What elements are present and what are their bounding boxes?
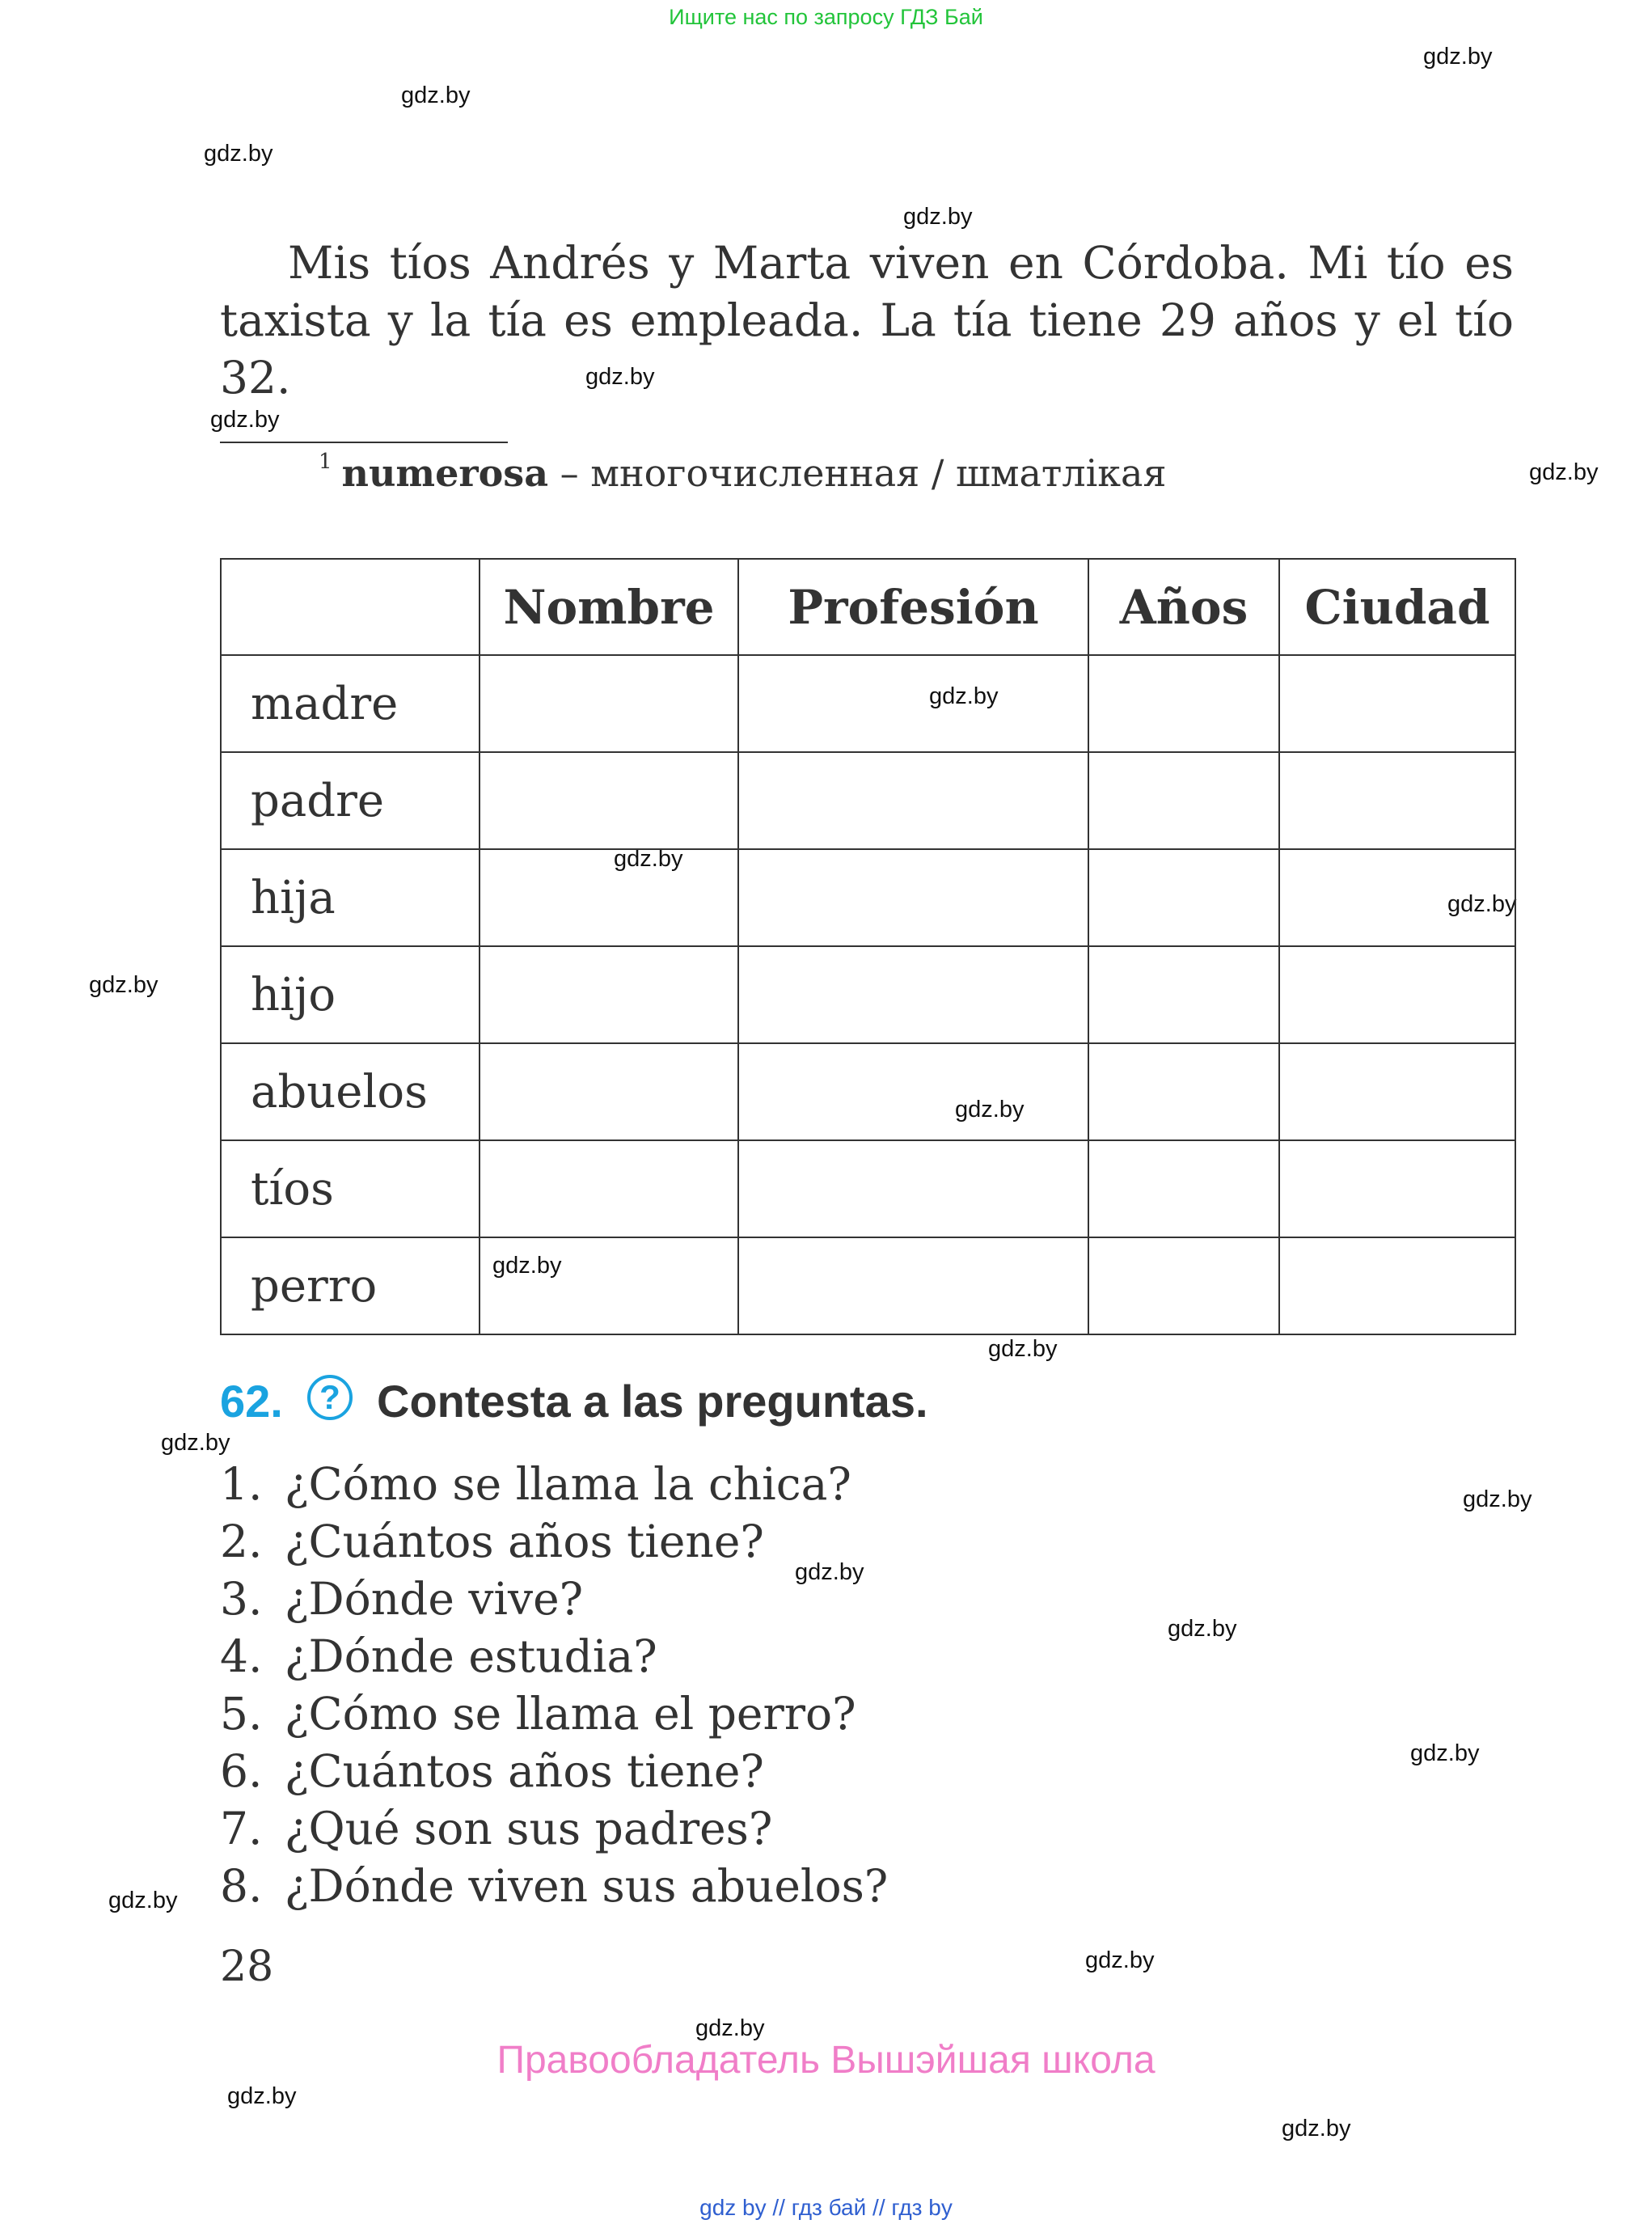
- empty-cell[interactable]: [1279, 849, 1515, 946]
- page-number: 28: [220, 1943, 274, 1991]
- table-row: [221, 752, 1515, 849]
- list-item: [220, 1456, 888, 1513]
- watermark: gdz.by: [1168, 1616, 1237, 1642]
- watermark: gdz.by: [614, 846, 683, 872]
- table-row: [221, 1140, 1515, 1237]
- watermark: gdz.by: [795, 1559, 864, 1585]
- footnote-translation: – многочисленная / шматлікая: [560, 451, 1167, 495]
- empty-cell[interactable]: [1279, 1140, 1515, 1237]
- question-circle-icon: ?: [307, 1375, 353, 1420]
- story-paragraph: Mis tíos Andrés y Marta viven en Córdoba. Mi tío es taxista y la tía es empleada. La tía tiene 29 años y el tío 32.: [220, 237, 1514, 404]
- empty-cell[interactable]: [1088, 946, 1279, 1043]
- family-table: [220, 558, 1516, 1335]
- top-banner[interactable]: Ищите нас по запросу ГДЗ Бай: [669, 5, 983, 29]
- row-label: madre: [221, 655, 480, 752]
- empty-cell[interactable]: [1088, 655, 1279, 752]
- list-item: [220, 1743, 888, 1800]
- empty-cell[interactable]: [1279, 752, 1515, 849]
- empty-cell[interactable]: [1279, 655, 1515, 752]
- watermark: gdz.by: [929, 683, 999, 709]
- table-row: [221, 1237, 1515, 1334]
- watermark: gdz.by: [1463, 1486, 1532, 1512]
- question-text: ¿Cuántos años tiene?: [285, 1745, 764, 1797]
- question-number: 5.: [220, 1688, 263, 1740]
- watermark: gdz.by: [210, 407, 280, 433]
- watermark: gdz.by: [695, 2015, 765, 2041]
- empty-cell[interactable]: [1088, 1140, 1279, 1237]
- empty-cell[interactable]: [1088, 752, 1279, 849]
- table-header-cell: Ciudad: [1279, 559, 1515, 655]
- empty-cell[interactable]: [738, 655, 1088, 752]
- question-text: ¿Cuántos años tiene?: [285, 1516, 764, 1567]
- question-number: 7.: [220, 1803, 263, 1854]
- empty-cell[interactable]: [1088, 849, 1279, 946]
- list-item: [220, 1513, 888, 1571]
- watermark: gdz.by: [89, 972, 158, 998]
- footer-links[interactable]: gdz by // гдз бай // гдз by: [699, 2195, 953, 2220]
- watermark: gdz.by: [1447, 891, 1517, 917]
- question-text: ¿Dónde estudia?: [285, 1630, 657, 1682]
- watermark: gdz.by: [1085, 1947, 1155, 1973]
- table-header-cell: Años: [1088, 559, 1279, 655]
- exercise-number: 62.: [220, 1376, 283, 1427]
- empty-cell[interactable]: [480, 752, 738, 849]
- watermark: gdz.by: [1282, 2116, 1351, 2142]
- footnote-marker: 1: [319, 450, 332, 474]
- question-text: ¿Dónde vive?: [285, 1573, 584, 1625]
- empty-cell[interactable]: [480, 1043, 738, 1140]
- watermark: gdz.by: [161, 1430, 230, 1456]
- row-label: abuelos: [221, 1043, 480, 1140]
- list-item: [220, 1685, 888, 1743]
- exercise-title: Contesta a las preguntas.: [377, 1376, 928, 1427]
- question-number: 8.: [220, 1860, 263, 1912]
- table-row: [221, 1043, 1515, 1140]
- watermark: gdz.by: [1529, 459, 1599, 485]
- question-number: 3.: [220, 1573, 263, 1625]
- empty-cell[interactable]: [1279, 1237, 1515, 1334]
- watermark: gdz.by: [108, 1888, 178, 1913]
- question-text: ¿Qué son sus padres?: [285, 1803, 773, 1854]
- empty-cell[interactable]: [480, 1140, 738, 1237]
- question-number: 2.: [220, 1516, 263, 1567]
- row-label: padre: [221, 752, 480, 849]
- empty-cell[interactable]: [738, 752, 1088, 849]
- footnote-term: numerosa: [341, 451, 548, 495]
- watermark: gdz.by: [903, 204, 973, 230]
- table-row: [221, 655, 1515, 752]
- table-header-cell: [221, 559, 480, 655]
- list-item: [220, 1628, 888, 1685]
- row-label: hijo: [221, 946, 480, 1043]
- question-text: ¿Cómo se llama el perro?: [285, 1688, 856, 1740]
- watermark: gdz.by: [227, 2083, 297, 2109]
- empty-cell[interactable]: [1088, 1043, 1279, 1140]
- footnote-divider: [220, 442, 508, 443]
- table-header-cell: Nombre: [480, 559, 738, 655]
- row-label: perro: [221, 1237, 480, 1334]
- list-item: [220, 1858, 888, 1915]
- empty-cell[interactable]: [1279, 946, 1515, 1043]
- table-row: [221, 946, 1515, 1043]
- empty-cell[interactable]: [1088, 1237, 1279, 1334]
- watermark: gdz.by: [1410, 1740, 1480, 1766]
- empty-cell[interactable]: [480, 1237, 738, 1334]
- question-number: 4.: [220, 1630, 263, 1682]
- watermark: gdz.by: [955, 1097, 1025, 1123]
- rights-holder: Правообладатель Вышэйшая школа: [496, 2039, 1156, 2082]
- watermark: gdz.by: [585, 364, 655, 390]
- watermark: gdz.by: [1423, 44, 1493, 70]
- watermark: gdz.by: [401, 82, 471, 108]
- row-label: tíos: [221, 1140, 480, 1237]
- table-header-row: [221, 559, 1515, 655]
- question-number: 1.: [220, 1458, 263, 1510]
- question-number: 6.: [220, 1745, 263, 1797]
- question-text: ¿Dónde viven sus abuelos?: [285, 1860, 889, 1912]
- row-label: hija: [221, 849, 480, 946]
- empty-cell[interactable]: [738, 1043, 1088, 1140]
- table-header-cell: Profesión: [738, 559, 1088, 655]
- empty-cell[interactable]: [480, 849, 738, 946]
- empty-cell[interactable]: [738, 849, 1088, 946]
- empty-cell[interactable]: [480, 946, 738, 1043]
- list-item: [220, 1800, 888, 1858]
- list-item: [220, 1571, 888, 1628]
- question-list: [220, 1456, 888, 1915]
- table-row: [221, 849, 1515, 946]
- question-text: ¿Cómo se llama la chica?: [285, 1458, 851, 1510]
- empty-cell[interactable]: [1279, 1043, 1515, 1140]
- watermark: gdz.by: [492, 1253, 562, 1279]
- watermark: gdz.by: [988, 1336, 1058, 1362]
- watermark: gdz.by: [204, 141, 273, 167]
- empty-cell[interactable]: [738, 1140, 1088, 1237]
- empty-cell[interactable]: [738, 946, 1088, 1043]
- footnote: [319, 450, 1167, 495]
- empty-cell[interactable]: [480, 655, 738, 752]
- empty-cell[interactable]: [738, 1237, 1088, 1334]
